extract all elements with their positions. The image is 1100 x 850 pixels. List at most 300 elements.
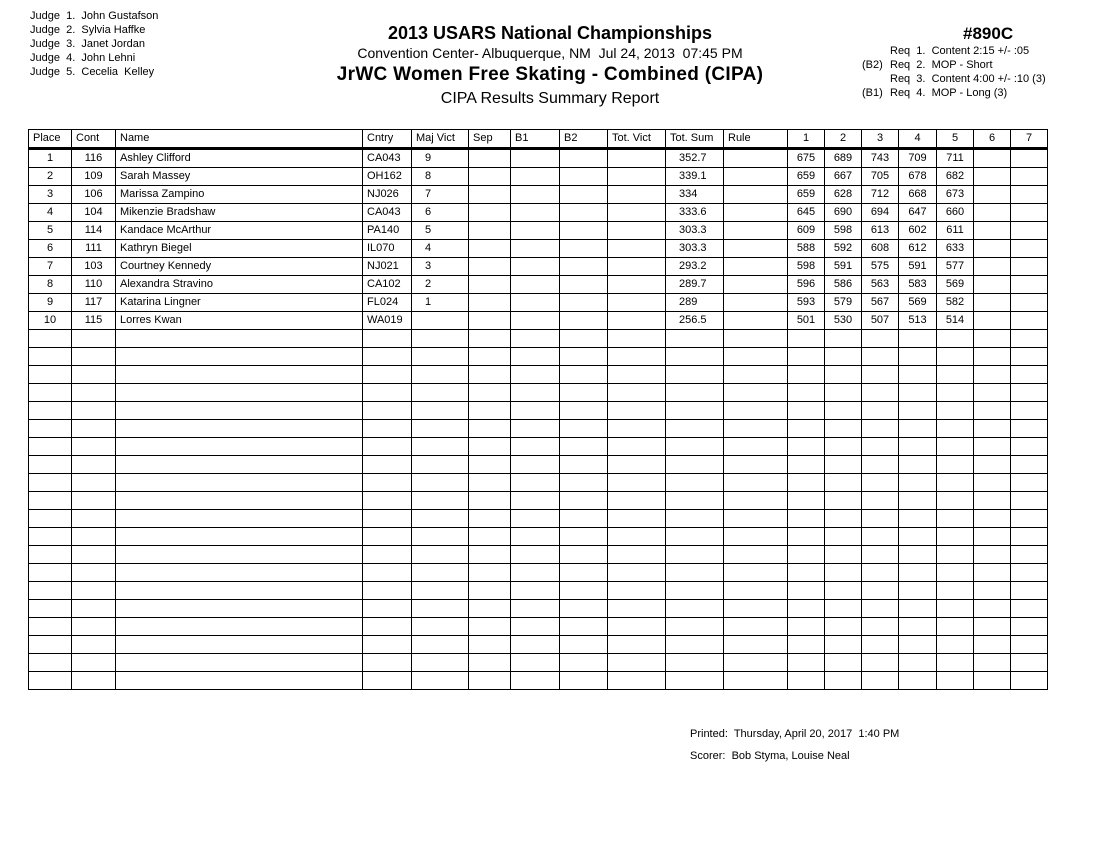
cell-judge-4: 513	[899, 312, 937, 330]
cell-judge-4: 569	[899, 294, 937, 312]
empty-table-row	[29, 564, 1048, 582]
cell-judge-3	[862, 420, 899, 438]
cell-tot-vict	[608, 366, 666, 384]
cell-judge-2: 628	[825, 186, 862, 204]
cell-cntry	[363, 618, 412, 636]
cell-b1	[511, 438, 560, 456]
cell-place	[29, 402, 72, 420]
cell-judge-4	[899, 348, 937, 366]
cell-b1	[511, 240, 560, 258]
cell-cont	[72, 510, 116, 528]
cell-b2	[560, 204, 608, 222]
cell-judge-1: 588	[788, 240, 825, 258]
cell-rule	[724, 258, 788, 276]
cell-judge-7	[1011, 582, 1048, 600]
cell-judge-5	[937, 474, 974, 492]
cell-cont: 104	[72, 204, 116, 222]
cell-tot-vict	[608, 420, 666, 438]
cell-judge-3: 575	[862, 258, 899, 276]
judge-5: Judge 5. Cecelia Kelley	[30, 66, 155, 78]
cell-b2	[560, 456, 608, 474]
cell-place	[29, 438, 72, 456]
cell-tot-sum	[666, 654, 724, 672]
cell-tot-vict	[608, 636, 666, 654]
cell-cont	[72, 402, 116, 420]
cell-rule	[724, 276, 788, 294]
cell-judge-1: 593	[788, 294, 825, 312]
cell-judge-1: 659	[788, 168, 825, 186]
cell-judge-7	[1011, 420, 1048, 438]
cell-judge-7	[1011, 600, 1048, 618]
cell-b1	[511, 186, 560, 204]
cell-judge-5	[937, 528, 974, 546]
cell-tot-vict	[608, 222, 666, 240]
cell-cont: 114	[72, 222, 116, 240]
cell-maj-vict	[412, 384, 469, 402]
cell-judge-7	[1011, 348, 1048, 366]
cell-cont: 116	[72, 149, 116, 168]
cell-judge-7	[1011, 654, 1048, 672]
empty-table-row	[29, 492, 1048, 510]
cell-rule	[724, 348, 788, 366]
cell-judge-5	[937, 600, 974, 618]
empty-table-row	[29, 348, 1048, 366]
cell-judge-6	[974, 492, 1011, 510]
cell-judge-5: 569	[937, 276, 974, 294]
cell-b1	[511, 582, 560, 600]
cell-judge-2	[825, 456, 862, 474]
cell-sep	[469, 600, 511, 618]
cell-judge-2	[825, 510, 862, 528]
cell-judge-2: 667	[825, 168, 862, 186]
column-header-cntry: Cntry	[363, 130, 412, 149]
cell-rule	[724, 438, 788, 456]
cell-judge-3	[862, 636, 899, 654]
column-header-place: Place	[29, 130, 72, 149]
cell-rule	[724, 240, 788, 258]
cell-rule	[724, 672, 788, 690]
cell-judge-2: 598	[825, 222, 862, 240]
table-row	[29, 312, 1048, 330]
cell-b1	[511, 546, 560, 564]
cell-maj-vict	[412, 312, 469, 330]
cell-judge-6	[974, 384, 1011, 402]
cell-maj-vict: 7	[412, 186, 469, 204]
cell-cntry: FL024	[363, 294, 412, 312]
cell-cont	[72, 672, 116, 690]
cell-cont	[72, 330, 116, 348]
cell-judge-7	[1011, 672, 1048, 690]
cell-tot-sum: 334	[666, 186, 724, 204]
cell-judge-7	[1011, 168, 1048, 186]
cell-tot-vict	[608, 600, 666, 618]
cell-judge-6	[974, 312, 1011, 330]
cell-place	[29, 330, 72, 348]
empty-table-row	[29, 546, 1048, 564]
empty-table-row	[29, 384, 1048, 402]
cell-tot-vict	[608, 546, 666, 564]
column-header-cont: Cont	[72, 130, 116, 149]
cell-maj-vict	[412, 600, 469, 618]
results-table	[28, 129, 1048, 690]
cell-tot-sum: 333.6	[666, 204, 724, 222]
cell-tot-vict	[608, 402, 666, 420]
column-header-maj-vict: Maj Vict	[412, 130, 469, 149]
cell-judge-4	[899, 672, 937, 690]
cell-cont	[72, 600, 116, 618]
cell-rule	[724, 366, 788, 384]
cell-judge-3	[862, 492, 899, 510]
cell-rule	[724, 420, 788, 438]
cell-tot-sum	[666, 618, 724, 636]
cell-judge-3	[862, 474, 899, 492]
cell-b1	[511, 618, 560, 636]
cell-judge-3	[862, 600, 899, 618]
cell-cntry	[363, 402, 412, 420]
cell-b2	[560, 312, 608, 330]
cell-judge-7	[1011, 384, 1048, 402]
cell-b1	[511, 168, 560, 186]
cell-judge-4	[899, 492, 937, 510]
event-title: JrWC Women Free Skating - Combined (CIPA)	[336, 64, 764, 85]
cell-judge-4	[899, 456, 937, 474]
cell-rule	[724, 582, 788, 600]
cell-name	[116, 474, 363, 492]
cell-name	[116, 546, 363, 564]
cell-judge-1: 598	[788, 258, 825, 276]
cell-judge-4	[899, 600, 937, 618]
table-row	[29, 240, 1048, 258]
cell-maj-vict	[412, 456, 469, 474]
cell-tot-sum	[666, 330, 724, 348]
cell-rule	[724, 402, 788, 420]
cell-cont: 117	[72, 294, 116, 312]
cell-judge-2: 690	[825, 204, 862, 222]
empty-table-row	[29, 510, 1048, 528]
cell-b1	[511, 654, 560, 672]
cell-judge-4: 612	[899, 240, 937, 258]
cell-cntry	[363, 546, 412, 564]
table-row	[29, 168, 1048, 186]
cell-tot-sum: 303.3	[666, 222, 724, 240]
cell-judge-4: 602	[899, 222, 937, 240]
competition-title: 2013 USARS National Championships	[387, 23, 713, 43]
cell-tot-vict	[608, 330, 666, 348]
cell-sep	[469, 618, 511, 636]
cell-judge-3: 705	[862, 168, 899, 186]
cell-b2	[560, 636, 608, 654]
cell-judge-6	[974, 240, 1011, 258]
report-title: CIPA Results Summary Report	[440, 90, 660, 107]
cell-maj-vict	[412, 564, 469, 582]
cell-name: Alexandra Stravino	[116, 276, 363, 294]
cell-b1	[511, 402, 560, 420]
cell-judge-3	[862, 510, 899, 528]
cell-judge-6	[974, 510, 1011, 528]
cell-judge-2	[825, 546, 862, 564]
requirement-4: (B1) Req 4. MOP - Long (3)	[862, 87, 1008, 99]
cell-tot-sum	[666, 402, 724, 420]
cell-judge-1	[788, 618, 825, 636]
cell-judge-7	[1011, 240, 1048, 258]
cell-tot-vict	[608, 168, 666, 186]
cell-name: Courtney Kennedy	[116, 258, 363, 276]
column-header-judge-7: 7	[1011, 130, 1048, 149]
cell-cntry	[363, 654, 412, 672]
table-row	[29, 294, 1048, 312]
cell-rule	[724, 330, 788, 348]
cell-b1	[511, 456, 560, 474]
empty-table-row	[29, 600, 1048, 618]
empty-table-row	[29, 528, 1048, 546]
cell-judge-2	[825, 618, 862, 636]
empty-table-row	[29, 438, 1048, 456]
cell-rule	[724, 456, 788, 474]
column-header-b1: B1	[511, 130, 560, 149]
cell-place	[29, 546, 72, 564]
cell-judge-1	[788, 402, 825, 420]
cell-judge-3: 567	[862, 294, 899, 312]
cell-sep	[469, 420, 511, 438]
judges-list	[30, 9, 158, 79]
cell-maj-vict	[412, 348, 469, 366]
cell-judge-6	[974, 456, 1011, 474]
cell-b1	[511, 636, 560, 654]
cell-judge-3	[862, 618, 899, 636]
cell-cont	[72, 582, 116, 600]
cell-judge-5	[937, 456, 974, 474]
cell-sep	[469, 294, 511, 312]
cell-judge-1: 609	[788, 222, 825, 240]
cell-judge-7	[1011, 330, 1048, 348]
cell-place: 3	[29, 186, 72, 204]
cell-judge-7	[1011, 492, 1048, 510]
cell-rule	[724, 204, 788, 222]
cell-cont	[72, 492, 116, 510]
cell-sep	[469, 204, 511, 222]
cell-judge-1	[788, 420, 825, 438]
cell-name: Kandace McArthur	[116, 222, 363, 240]
cell-judge-6	[974, 222, 1011, 240]
cell-judge-1	[788, 474, 825, 492]
cell-rule	[724, 654, 788, 672]
column-header-judge-4: 4	[899, 130, 937, 149]
cell-cntry	[363, 420, 412, 438]
cell-cont	[72, 366, 116, 384]
cell-judge-2	[825, 564, 862, 582]
cell-place	[29, 420, 72, 438]
cell-cont	[72, 654, 116, 672]
cell-judge-3	[862, 528, 899, 546]
cell-sep	[469, 510, 511, 528]
cell-maj-vict: 5	[412, 222, 469, 240]
cell-place	[29, 654, 72, 672]
cell-name	[116, 438, 363, 456]
cell-judge-6	[974, 168, 1011, 186]
cell-tot-vict	[608, 654, 666, 672]
cell-place: 6	[29, 240, 72, 258]
cell-judge-4	[899, 528, 937, 546]
cell-maj-vict	[412, 528, 469, 546]
cell-sep	[469, 582, 511, 600]
cell-tot-vict	[608, 564, 666, 582]
cell-rule	[724, 510, 788, 528]
cell-name	[116, 330, 363, 348]
cell-tot-vict	[608, 492, 666, 510]
cell-cntry	[363, 600, 412, 618]
cell-judge-1	[788, 438, 825, 456]
cell-sep	[469, 312, 511, 330]
cell-place: 1	[29, 149, 72, 168]
cell-judge-2: 591	[825, 258, 862, 276]
cell-cntry	[363, 582, 412, 600]
cell-judge-7	[1011, 312, 1048, 330]
cell-place: 5	[29, 222, 72, 240]
cell-maj-vict	[412, 510, 469, 528]
cell-judge-3: 712	[862, 186, 899, 204]
cell-sep	[469, 258, 511, 276]
cell-b2	[560, 276, 608, 294]
cell-judge-2	[825, 420, 862, 438]
cell-b1	[511, 672, 560, 690]
cell-judge-4: 583	[899, 276, 937, 294]
cell-b2	[560, 420, 608, 438]
cell-tot-sum	[666, 600, 724, 618]
cell-tot-sum	[666, 348, 724, 366]
cell-judge-6	[974, 564, 1011, 582]
cell-judge-6	[974, 348, 1011, 366]
cell-judge-3	[862, 330, 899, 348]
cell-sep	[469, 348, 511, 366]
cell-judge-6	[974, 420, 1011, 438]
cell-judge-6	[974, 546, 1011, 564]
cell-judge-5: 577	[937, 258, 974, 276]
cell-name	[116, 366, 363, 384]
cell-maj-vict	[412, 672, 469, 690]
cell-sep	[469, 654, 511, 672]
column-header-name: Name	[116, 130, 363, 149]
cell-rule	[724, 384, 788, 402]
cell-b2	[560, 149, 608, 168]
cell-maj-vict: 6	[412, 204, 469, 222]
cell-name	[116, 420, 363, 438]
cell-judge-1	[788, 654, 825, 672]
cell-judge-3: 694	[862, 204, 899, 222]
cell-judge-7	[1011, 222, 1048, 240]
cell-b1	[511, 294, 560, 312]
cell-judge-4	[899, 420, 937, 438]
cell-place: 4	[29, 204, 72, 222]
cell-sep	[469, 546, 511, 564]
cell-judge-7	[1011, 528, 1048, 546]
cell-judge-4: 647	[899, 204, 937, 222]
cell-b1	[511, 258, 560, 276]
empty-table-row	[29, 366, 1048, 384]
cell-b2	[560, 366, 608, 384]
cell-judge-6	[974, 618, 1011, 636]
cell-judge-3	[862, 564, 899, 582]
cell-cont	[72, 348, 116, 366]
cell-name	[116, 582, 363, 600]
cell-cntry	[363, 672, 412, 690]
cell-judge-1: 659	[788, 186, 825, 204]
cell-name	[116, 636, 363, 654]
cell-judge-3	[862, 672, 899, 690]
cell-judge-1: 675	[788, 149, 825, 168]
cell-judge-5	[937, 672, 974, 690]
cell-place	[29, 366, 72, 384]
cell-judge-1	[788, 348, 825, 366]
cell-cont	[72, 564, 116, 582]
cell-judge-1	[788, 564, 825, 582]
cell-tot-vict	[608, 384, 666, 402]
cell-judge-7	[1011, 618, 1048, 636]
cell-judge-5	[937, 564, 974, 582]
cell-judge-4	[899, 366, 937, 384]
cell-name	[116, 510, 363, 528]
cell-name	[116, 348, 363, 366]
cell-b1	[511, 348, 560, 366]
cell-rule	[724, 528, 788, 546]
cell-sep	[469, 492, 511, 510]
cell-name: Katarina Lingner	[116, 294, 363, 312]
cell-judge-7	[1011, 204, 1048, 222]
cell-judge-4	[899, 438, 937, 456]
cell-sep	[469, 149, 511, 168]
cell-cont: 103	[72, 258, 116, 276]
empty-table-row	[29, 636, 1048, 654]
cell-maj-vict	[412, 654, 469, 672]
cell-judge-1	[788, 546, 825, 564]
cell-name: Mikenzie Bradshaw	[116, 204, 363, 222]
cell-b2	[560, 582, 608, 600]
cell-judge-2: 530	[825, 312, 862, 330]
cell-maj-vict: 2	[412, 276, 469, 294]
cell-tot-vict	[608, 294, 666, 312]
cell-judge-7	[1011, 402, 1048, 420]
cell-cntry: NJ026	[363, 186, 412, 204]
cell-judge-4	[899, 582, 937, 600]
cell-judge-4: 709	[899, 149, 937, 168]
cell-place	[29, 636, 72, 654]
empty-table-row	[29, 618, 1048, 636]
cell-judge-4	[899, 564, 937, 582]
cell-judge-3	[862, 654, 899, 672]
cell-tot-vict	[608, 456, 666, 474]
cell-cntry	[363, 564, 412, 582]
cell-judge-7	[1011, 636, 1048, 654]
cell-place	[29, 672, 72, 690]
cell-judge-5: 660	[937, 204, 974, 222]
cell-judge-7	[1011, 564, 1048, 582]
cell-judge-2: 586	[825, 276, 862, 294]
cell-b2	[560, 510, 608, 528]
cell-cntry	[363, 348, 412, 366]
cell-tot-sum	[666, 492, 724, 510]
cell-judge-3	[862, 384, 899, 402]
cell-b2	[560, 240, 608, 258]
cell-tot-sum	[666, 456, 724, 474]
cell-judge-5	[937, 546, 974, 564]
cell-sep	[469, 240, 511, 258]
cell-judge-4: 668	[899, 186, 937, 204]
cell-maj-vict	[412, 582, 469, 600]
cell-judge-4	[899, 384, 937, 402]
cell-rule	[724, 564, 788, 582]
cell-judge-2	[825, 654, 862, 672]
cell-judge-2	[825, 384, 862, 402]
cell-tot-vict	[608, 528, 666, 546]
